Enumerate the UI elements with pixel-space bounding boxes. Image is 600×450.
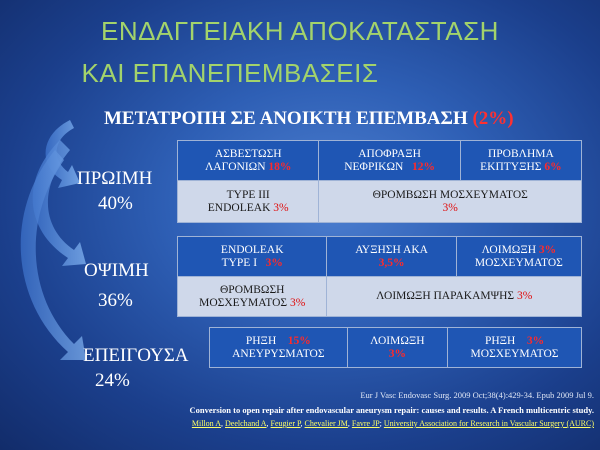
stage-late-label: ΟΨΙΜΗ xyxy=(84,260,149,281)
group-link[interactable]: University Association for Research in Vascular Surgery (AURC) xyxy=(383,419,594,428)
late-table xyxy=(177,236,582,317)
early-cell-deployment-problem: ΠΡΟΒΛΗΜΑ ΕΚΠΤΥΞΗΣ 6% xyxy=(460,141,581,181)
subtitle-text: ΜΕΤΑΤΡΟΠΗ ΣΕ ΑΝΟΙΚΤΗ ΕΠΕΜΒΑΣΗ xyxy=(104,108,468,129)
reference-journal: Eur J Vasc Endovasc Surg. 2009 Oct;38(4):429-34. Epub 2009 Jul 9. xyxy=(360,390,594,400)
reference-authors: Millon A, Deelchand A, Feugier P, Chevalier JM, Favre JP; University Association for Research in Vascular Surgery (AURC) xyxy=(191,419,594,428)
stage-urgent-label: ΕΠΕΙΓΟΥΣΑ xyxy=(83,345,189,366)
slide-title-line2: ΚΑΙ ΕΠΑΝΕΠΕΜΒΑΣΕΙΣ xyxy=(81,58,379,88)
urgent-cell-aneurysm-rupture: ΡΗΞΗ 15% ΑΝΕΥΡΥΣΜΑΤΟΣ xyxy=(210,328,348,368)
late-cell-bypass-infection: ΛΟΙΜΩΞΗ ΠΑΡΑΚΑΜΨΗΣ 3% xyxy=(327,277,582,317)
author-link[interactable]: Deelchand A xyxy=(225,419,267,428)
stage-late-percent: 36% xyxy=(98,290,133,311)
author-link[interactable]: Millon A xyxy=(191,419,221,428)
late-cell-graft-thrombosis: ΘΡΟΜΒΩΣΗ ΜΟΣΧΕΥΜΑΤΟΣ 3% xyxy=(178,277,327,317)
stage-urgent-percent: 24% xyxy=(95,370,130,391)
urgent-cell-infection: ΛΟΙΜΩΞΗ 3% xyxy=(347,328,447,368)
stage-early-label: ΠΡΩΙΜΗ xyxy=(77,168,153,189)
late-cell-aaa-growth: ΑΥΞΗΣΗ ΑΚΑ 3,5% xyxy=(327,237,456,277)
reference-article-title: Conversion to open repair after endovascular aneurysm repair: causes and results. A French multicentric study. xyxy=(189,405,594,415)
urgent-table xyxy=(209,327,582,368)
urgent-cell-graft-rupture: ΡΗΞΗ 3% ΜΟΣΧΕΥΜΑΤΟΣ xyxy=(448,328,582,368)
author-link[interactable]: Feugier P xyxy=(270,419,301,428)
subtitle-percent: (2%) xyxy=(472,108,514,129)
early-table xyxy=(177,140,582,223)
late-cell-graft-infection: ΛΟΙΜΩΞΗ 3% ΜΟΣΧΕΥΜΑΤΟΣ xyxy=(456,237,581,277)
author-link[interactable]: Chevalier JM xyxy=(304,419,348,428)
early-cell-renal-occlusion: ΑΠΟΦΡΑΞΗ ΝΕΦΡΙΚΩΝ 12% xyxy=(319,141,460,181)
late-cell-type1-endoleak: ENDOLEAK TYPE I 3% xyxy=(178,237,327,277)
slide-title-line1: ΕΝΔΑΓΓΕΙΑΚΗ ΑΠΟΚΑΤΑΣΤΑΣΗ xyxy=(101,16,499,46)
stage-early-percent: 40% xyxy=(98,193,133,214)
early-cell-iliac-calcification: ΑΣΒΕΣΤΩΣΗ ΛΑΓΟΝΙΩΝ 18% xyxy=(178,141,319,181)
early-cell-graft-thrombosis: ΘΡΟΜΒΩΣΗ ΜΟΣΧΕΥΜΑΤΟΣ 3% xyxy=(319,181,582,223)
author-link[interactable]: Favre JP xyxy=(351,419,380,428)
early-cell-type3-endoleak: TYPE III ENDOLEAK 3% xyxy=(178,181,319,223)
